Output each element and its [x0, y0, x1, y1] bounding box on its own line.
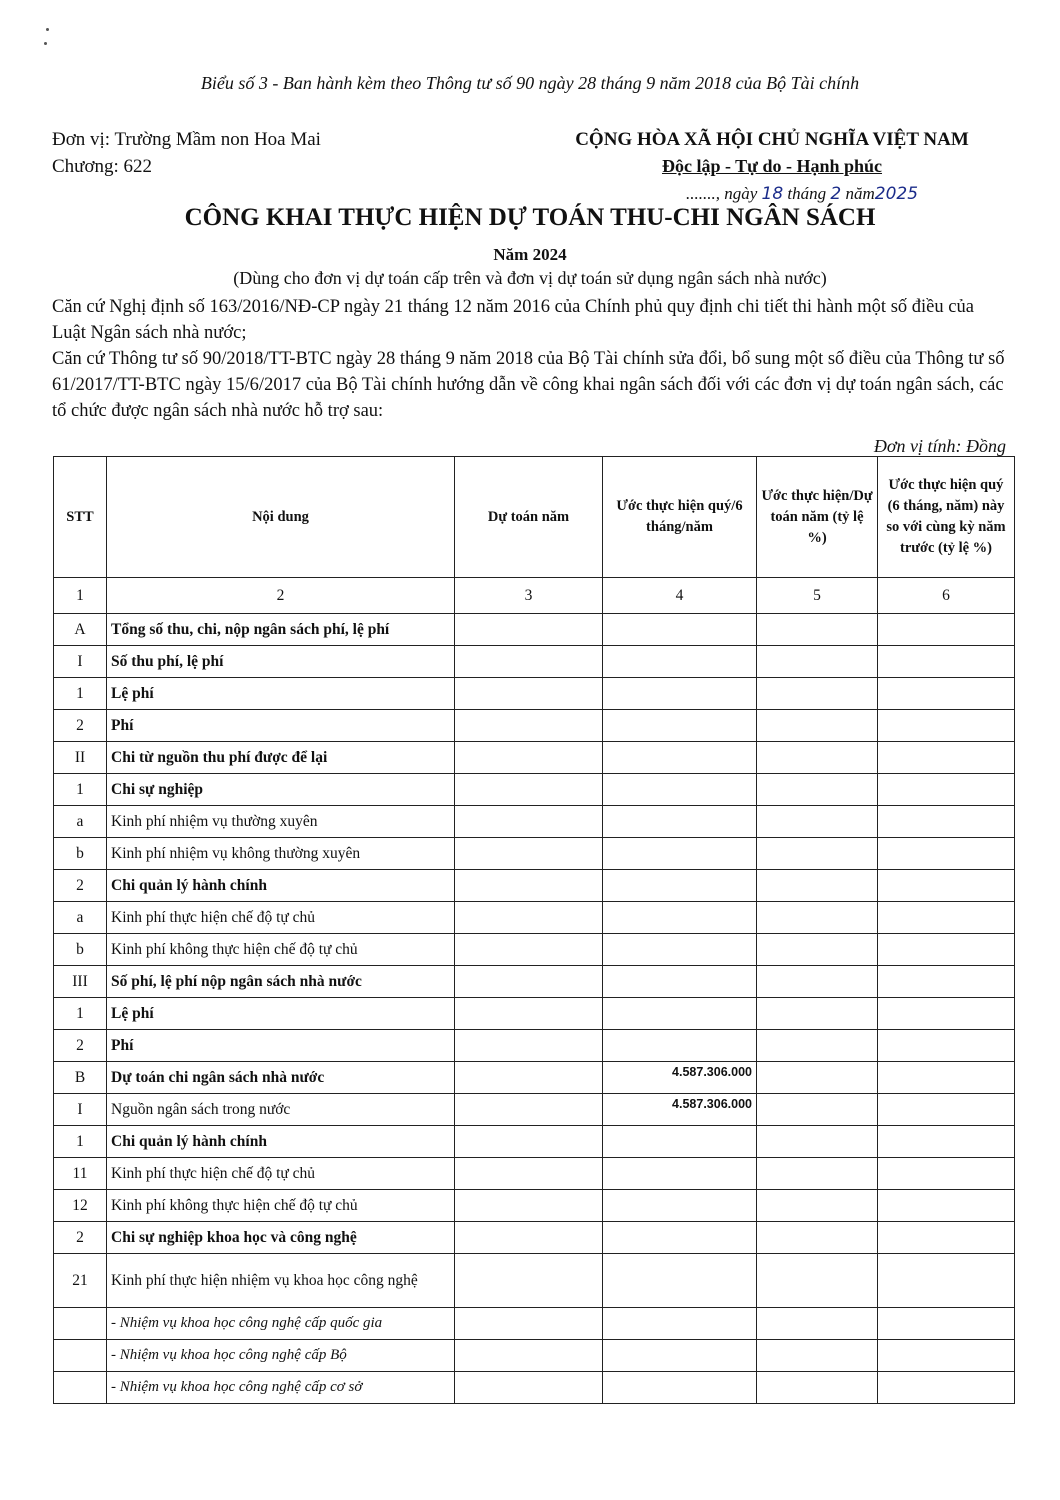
row-stt: B: [54, 1062, 107, 1094]
row-estimated-execution: [603, 614, 757, 646]
row-year-over-year-ratio: [878, 678, 1015, 710]
scan-speck: [44, 42, 47, 45]
row-estimated-execution: [603, 678, 757, 710]
row-year-over-year-ratio: [878, 1254, 1015, 1308]
row-content: Lệ phí: [107, 998, 455, 1030]
row-estimated-execution: [603, 934, 757, 966]
table-row: [54, 742, 1015, 774]
header-estimated-execution: Ước thực hiện quý/6 tháng/năm: [603, 457, 757, 578]
chapter-code: Chương: 622: [52, 156, 153, 177]
row-stt: II: [54, 742, 107, 774]
row-annual-estimate: [455, 838, 603, 870]
row-annual-estimate: [455, 1372, 603, 1404]
row-year-over-year-ratio: [878, 1190, 1015, 1222]
row-estimated-execution: [603, 646, 757, 678]
date-prefix: ......., ngày: [685, 184, 762, 203]
republic-title: CỘNG HÒA XÃ HỘI CHỦ NGHĨA VIỆT NAM: [575, 129, 969, 150]
table-row: [54, 1094, 1015, 1126]
row-stt: 2: [54, 1030, 107, 1062]
row-estimated-execution: 4.587.306.000: [603, 1094, 757, 1126]
row-stt: 12: [54, 1190, 107, 1222]
row-year-over-year-ratio: [878, 902, 1015, 934]
row-execution-ratio: [757, 1340, 878, 1372]
row-stt: 2: [54, 870, 107, 902]
row-estimated-execution: [603, 1222, 757, 1254]
row-stt: [54, 1372, 107, 1404]
table-row: [54, 838, 1015, 870]
column-number: 5: [757, 578, 878, 614]
row-execution-ratio: [757, 614, 878, 646]
row-stt: [54, 1340, 107, 1372]
row-estimated-execution: [603, 1126, 757, 1158]
date-month-label: tháng: [783, 184, 831, 203]
row-content: Chi quản lý hành chính: [107, 870, 455, 902]
table-row: [54, 1372, 1015, 1404]
date-month: 2: [830, 184, 842, 204]
row-stt: 11: [54, 1158, 107, 1190]
row-annual-estimate: [455, 966, 603, 998]
row-stt: 1: [54, 774, 107, 806]
row-year-over-year-ratio: [878, 774, 1015, 806]
row-year-over-year-ratio: [878, 838, 1015, 870]
row-stt: b: [54, 838, 107, 870]
row-estimated-execution: [603, 1190, 757, 1222]
row-content: Chi từ nguồn thu phí được để lại: [107, 742, 455, 774]
budget-table: [53, 456, 1015, 1404]
row-content: Chi sự nghiệp: [107, 774, 455, 806]
row-year-over-year-ratio: [878, 934, 1015, 966]
row-content: Kinh phí không thực hiện chế độ tự chủ: [107, 934, 455, 966]
row-estimated-execution: [603, 806, 757, 838]
row-stt: A: [54, 614, 107, 646]
table-row: [54, 710, 1015, 742]
row-annual-estimate: [455, 1126, 603, 1158]
row-annual-estimate: [455, 710, 603, 742]
row-execution-ratio: [757, 1254, 878, 1308]
unit-name: Đơn vị: Trường Mầm non Hoa Mai: [52, 129, 321, 150]
row-stt: I: [54, 1094, 107, 1126]
row-estimated-execution: [603, 710, 757, 742]
row-annual-estimate: [455, 1030, 603, 1062]
row-stt: 1: [54, 1126, 107, 1158]
row-stt: [54, 1308, 107, 1340]
row-annual-estimate: [455, 998, 603, 1030]
table-row: [54, 1158, 1015, 1190]
row-year-over-year-ratio: [878, 646, 1015, 678]
row-annual-estimate: [455, 614, 603, 646]
legal-basis-1: Căn cứ Nghị định số 163/2016/NĐ-CP ngày 21 tháng 12 năm 2016 của Chính phủ quy định chi tiết thi hành một số điều của Luật Ngân sách nhà nước;: [52, 297, 974, 343]
row-content: Số phí, lệ phí nộp ngân sách nhà nước: [107, 966, 455, 998]
row-content: Tổng số thu, chi, nộp ngân sách phí, lệ phí: [107, 614, 455, 646]
row-year-over-year-ratio: [878, 1222, 1015, 1254]
table-row: [54, 1126, 1015, 1158]
row-annual-estimate: [455, 1308, 603, 1340]
row-content: Kinh phí không thực hiện chế độ tự chủ: [107, 1190, 455, 1222]
row-estimated-execution: [603, 1030, 757, 1062]
row-annual-estimate: [455, 742, 603, 774]
row-content: Dự toán chi ngân sách nhà nước: [107, 1062, 455, 1094]
row-execution-ratio: [757, 806, 878, 838]
row-year-over-year-ratio: [878, 870, 1015, 902]
row-annual-estimate: [455, 1158, 603, 1190]
row-estimated-execution: [603, 998, 757, 1030]
date-day: 18: [761, 184, 784, 204]
row-stt: a: [54, 806, 107, 838]
row-annual-estimate: [455, 774, 603, 806]
header-content: Nội dung: [107, 457, 455, 578]
table-row: [54, 614, 1015, 646]
row-execution-ratio: [757, 1308, 878, 1340]
row-content: Nguồn ngân sách trong nước: [107, 1094, 455, 1126]
row-year-over-year-ratio: [878, 1094, 1015, 1126]
row-estimated-execution: [603, 902, 757, 934]
row-execution-ratio: [757, 966, 878, 998]
table-row: [54, 934, 1015, 966]
row-execution-ratio: [757, 1062, 878, 1094]
row-year-over-year-ratio: [878, 1030, 1015, 1062]
row-execution-ratio: [757, 1126, 878, 1158]
row-annual-estimate: [455, 806, 603, 838]
row-execution-ratio: [757, 1094, 878, 1126]
table-row: [54, 1254, 1015, 1308]
table-header-row: [54, 457, 1015, 578]
row-year-over-year-ratio: [878, 710, 1015, 742]
row-annual-estimate: [455, 1340, 603, 1372]
table-row: [54, 646, 1015, 678]
row-estimated-execution: [603, 1254, 757, 1308]
row-year-over-year-ratio: [878, 1308, 1015, 1340]
row-year-over-year-ratio: [878, 1126, 1015, 1158]
row-execution-ratio: [757, 934, 878, 966]
row-execution-ratio: [757, 1372, 878, 1404]
table-row: [54, 1062, 1015, 1094]
row-execution-ratio: [757, 774, 878, 806]
table-row: [54, 678, 1015, 710]
issuing-unit-block: [52, 126, 321, 180]
row-annual-estimate: [455, 1190, 603, 1222]
row-content: Kinh phí thực hiện nhiệm vụ khoa học công nghệ: [107, 1254, 455, 1308]
row-content: Lệ phí: [107, 678, 455, 710]
row-estimated-execution: [603, 1158, 757, 1190]
row-annual-estimate: [455, 1094, 603, 1126]
row-year-over-year-ratio: [878, 1158, 1015, 1190]
header-annual-estimate: Dự toán năm: [455, 457, 603, 578]
header-stt: STT: [54, 457, 107, 578]
column-number: 2: [107, 578, 455, 614]
currency-unit-note: Đơn vị tính: Đồng: [873, 436, 1006, 456]
column-number: 4: [603, 578, 757, 614]
date-year-label: năm: [841, 184, 875, 203]
row-annual-estimate: [455, 1062, 603, 1094]
row-execution-ratio: [757, 998, 878, 1030]
usage-note: (Dùng cho đơn vị dự toán cấp trên và đơn vị dự toán sử dụng ngân sách nhà nước): [233, 268, 827, 288]
row-estimated-execution: [603, 774, 757, 806]
legal-basis-2: Căn cứ Thông tư số 90/2018/TT-BTC ngày 28 tháng 9 năm 2018 của Bộ Tài chính sửa đổi, bổ sung một số điều của Thông tư số 61/2017/TT-BTC ngày 15/6/2017 của Bộ Tài chính hướng dẫn về công khai ngân sách đối với các đơn vị dự toán ngân sách, các tổ chức được ngân sách nhà nước hỗ trợ sau:: [52, 349, 1005, 421]
row-year-over-year-ratio: [878, 614, 1015, 646]
row-content: Kinh phí nhiệm vụ không thường xuyên: [107, 838, 455, 870]
row-stt: 21: [54, 1254, 107, 1308]
row-content: - Nhiệm vụ khoa học công nghệ cấp quốc gia: [107, 1308, 455, 1340]
national-motto: Độc lập - Tự do - Hạnh phúc: [661, 156, 883, 176]
row-year-over-year-ratio: [878, 806, 1015, 838]
header-year-over-year-ratio: Ước thực hiện quý (6 tháng, năm) này so với cùng kỳ năm trước (tỷ lệ %): [878, 457, 1015, 578]
row-year-over-year-ratio: [878, 1372, 1015, 1404]
row-stt: III: [54, 966, 107, 998]
row-content: Kinh phí thực hiện chế độ tự chủ: [107, 1158, 455, 1190]
table-row: [54, 1340, 1015, 1372]
row-estimated-execution: [603, 742, 757, 774]
national-header: [548, 126, 996, 208]
row-execution-ratio: [757, 710, 878, 742]
row-content: Phí: [107, 1030, 455, 1062]
row-content: Kinh phí thực hiện chế độ tự chủ: [107, 902, 455, 934]
table-row: [54, 902, 1015, 934]
row-annual-estimate: [455, 870, 603, 902]
column-number: 3: [455, 578, 603, 614]
row-year-over-year-ratio: [878, 998, 1015, 1030]
row-content: Số thu phí, lệ phí: [107, 646, 455, 678]
row-content: - Nhiệm vụ khoa học công nghệ cấp cơ sở: [107, 1372, 455, 1404]
row-estimated-execution: [603, 966, 757, 998]
row-content: - Nhiệm vụ khoa học công nghệ cấp Bộ: [107, 1340, 455, 1372]
column-number: 1: [54, 578, 107, 614]
row-estimated-execution: [603, 838, 757, 870]
row-content: Chi sự nghiệp khoa học và công nghệ: [107, 1222, 455, 1254]
row-execution-ratio: [757, 870, 878, 902]
row-year-over-year-ratio: [878, 742, 1015, 774]
row-year-over-year-ratio: [878, 1340, 1015, 1372]
row-content: Phí: [107, 710, 455, 742]
row-execution-ratio: [757, 742, 878, 774]
table-row: [54, 1190, 1015, 1222]
row-stt: b: [54, 934, 107, 966]
row-content: Chi quản lý hành chính: [107, 1126, 455, 1158]
form-reference-note: Biểu số 3 - Ban hành kèm theo Thông tư số 90 ngày 28 tháng 9 năm 2018 của Bộ Tài chính: [200, 73, 860, 93]
table-row: [54, 998, 1015, 1030]
row-execution-ratio: [757, 902, 878, 934]
row-execution-ratio: [757, 646, 878, 678]
row-stt: I: [54, 646, 107, 678]
row-execution-ratio: [757, 1030, 878, 1062]
row-annual-estimate: [455, 646, 603, 678]
row-estimated-execution: 4.587.306.000: [603, 1062, 757, 1094]
table-row: [54, 1222, 1015, 1254]
row-estimated-execution: [603, 1308, 757, 1340]
column-number: 6: [878, 578, 1015, 614]
table-row: [54, 774, 1015, 806]
table-row: [54, 806, 1015, 838]
row-year-over-year-ratio: [878, 1062, 1015, 1094]
row-annual-estimate: [455, 1222, 603, 1254]
date-year: 2025: [874, 184, 919, 204]
row-estimated-execution: [603, 1372, 757, 1404]
row-stt: 1: [54, 678, 107, 710]
row-stt: a: [54, 902, 107, 934]
table-row: [54, 1308, 1015, 1340]
row-execution-ratio: [757, 1190, 878, 1222]
row-stt: 2: [54, 710, 107, 742]
table-row: [54, 870, 1015, 902]
table-row: [54, 966, 1015, 998]
row-stt: 1: [54, 998, 107, 1030]
row-annual-estimate: [455, 1254, 603, 1308]
row-annual-estimate: [455, 678, 603, 710]
document-title: CÔNG KHAI THỰC HIỆN DỰ TOÁN THU-CHI NGÂN SÁCH: [184, 204, 876, 231]
report-year: Năm 2024: [493, 245, 567, 264]
header-execution-ratio: Ước thực hiện/Dự toán năm (tỷ lệ %): [757, 457, 878, 578]
row-estimated-execution: [603, 870, 757, 902]
table-row: [54, 1030, 1015, 1062]
row-execution-ratio: [757, 1222, 878, 1254]
row-year-over-year-ratio: [878, 966, 1015, 998]
row-stt: 2: [54, 1222, 107, 1254]
row-annual-estimate: [455, 902, 603, 934]
row-content: Kinh phí nhiệm vụ thường xuyên: [107, 806, 455, 838]
row-execution-ratio: [757, 1158, 878, 1190]
row-execution-ratio: [757, 678, 878, 710]
row-annual-estimate: [455, 934, 603, 966]
column-number-row: [54, 578, 1015, 614]
row-estimated-execution: [603, 1340, 757, 1372]
scan-speck: [46, 28, 49, 31]
row-execution-ratio: [757, 838, 878, 870]
